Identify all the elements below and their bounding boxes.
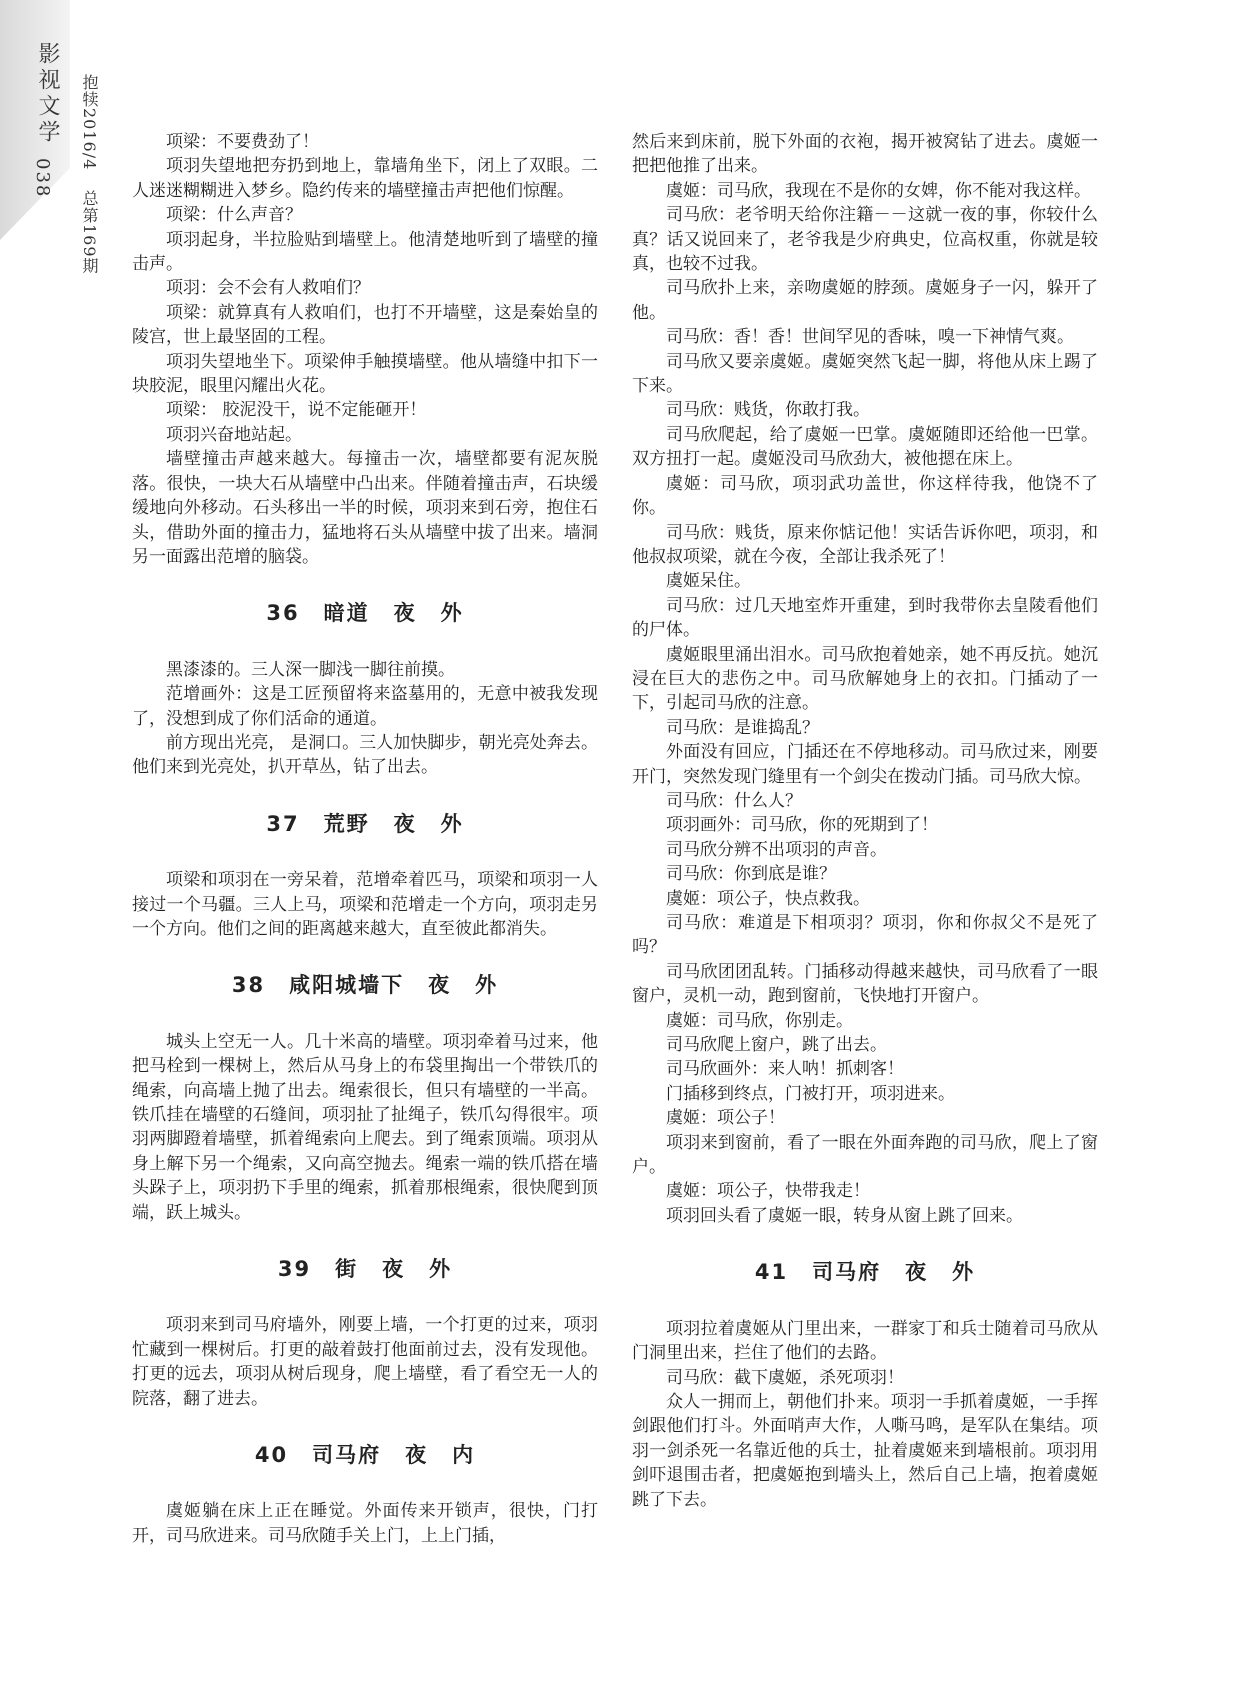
scene-time: 夜 — [382, 1257, 406, 1282]
scene-interior-exterior: 内 — [452, 1443, 476, 1468]
scene-time: 夜 — [405, 1443, 429, 1468]
paragraph: 司马欣：贱货，你敢打我。 — [666, 400, 870, 421]
paragraph: 门插移到终点，门被打开，项羽进来。 — [666, 1083, 955, 1104]
paragraph: 司马欣：什么人？ — [666, 790, 802, 811]
paragraph: 司马欣分辨不出项羽的声音。 — [666, 839, 887, 860]
issue-info — [78, 74, 101, 289]
scene-place: 咸阳城墙下 — [289, 973, 405, 998]
paragraph: 虞姬：项公子，快点救我。 — [666, 888, 870, 909]
paragraph: 项梁：不要费劲了！ — [166, 132, 319, 152]
scene-interior-exterior: 外 — [440, 811, 464, 836]
paragraph: 项羽：会不会有人救咱们？ — [166, 278, 370, 299]
scene-interior-exterior: 外 — [440, 601, 464, 626]
paragraph: 司马欣：是谁捣乱？ — [666, 717, 819, 738]
paragraph: 前方现出光亮， 是洞口。三人加快脚步，朝光亮处奔去。他们来到光亮处，扒开草丛，钻了出去。 — [132, 732, 598, 778]
page-number: 038 — [32, 158, 53, 199]
scene-interior-exterior: 外 — [952, 1260, 976, 1285]
scene-time: 夜 — [905, 1260, 929, 1285]
paragraph: 黑漆漆的。三人深一脚浅一脚往前摸。 — [166, 659, 455, 680]
paragraph: 司马欣团团乱转。门插移动得越来越快，司马欣看了一眼窗户，灵机一动，跑到窗前，飞快地打开窗户。 — [632, 961, 1098, 1007]
scene-place: 司马府 — [812, 1260, 882, 1285]
paragraph: 项羽失望地把夯扔到地上，靠墙角坐下，闭上了双眼。二人迷迷糊糊进入梦乡。隐约传来的墙壁撞击声把他们惊醒。 — [132, 156, 598, 201]
paragraph: 项梁：什么声音？ — [166, 205, 302, 226]
scene-heading-41 — [632, 1260, 1098, 1284]
scene-number: 37 — [266, 811, 300, 836]
scene-time: 夜 — [393, 601, 417, 626]
scene-heading-36 — [132, 601, 598, 625]
paragraph: 司马欣爬起，给了虞姬一巴掌。虞姬随即还给他一巴掌。双方扭打一起。虞姬没司马欣劲大，被他摁在床上。 — [632, 424, 1098, 470]
scene-interior-exterior: 外 — [475, 973, 499, 998]
paragraph: 项羽来到司马府墙外，刚要上墙，一个打更的过来，项羽忙藏到一棵树后。打更的敲着鼓打他面前过去，没有发现他。打更的远去，项羽从树后现身，爬上墙壁，看了看空无一人的院落，翻了进去。 — [132, 1315, 598, 1409]
scene-number: 40 — [254, 1443, 289, 1468]
paragraph: 虞姬眼里涌出泪水。司马欣抱着她亲，她不再反抗。她沉浸在巨大的悲伤之中。司马欣解她身上的衣扣。门插动了一下，引起司马欣的注意。 — [632, 644, 1098, 714]
left-column — [132, 130, 598, 1548]
total-issue-label: 总第169期 — [80, 190, 99, 275]
scene-place: 荒野 — [323, 811, 370, 836]
paragraph: 项梁和项羽在一旁呆着，范增牵着匹马，项梁和项羽一人接过一个马疆。三人上马，项梁和范增走一个方向，项羽走另一个方向。他们之间的距离越来越大，直至彼此都消失。 — [132, 870, 598, 939]
scene-time: 夜 — [393, 811, 417, 836]
scene-heading-38 — [132, 973, 598, 997]
paragraph: 项梁： 胶泥没干，说不定能砸开！ — [166, 400, 427, 421]
paragraph: 项羽画外：司马欣，你的死期到了！ — [666, 815, 938, 836]
paragraph: 虞姬：项公子！ — [666, 1108, 785, 1129]
paragraph: 司马欣画外：来人呐！抓刺客！ — [666, 1059, 904, 1080]
paragraph: 项羽兴奋地站起。 — [166, 424, 302, 445]
paragraph: 虞姬躺在床上正在睡觉。外面传来开锁声，很快，门打开，司马欣进来。司马欣随手关上门，上上门插， — [132, 1501, 598, 1546]
scene-number: 38 — [231, 973, 266, 998]
issue-label: 抱犊2016/4 — [80, 74, 99, 171]
paragraph: 项羽拉着虞姬从门里出来，一群家丁和兵士随着司马欣从门洞里出来，拦住了他们的去路。 — [632, 1318, 1098, 1364]
paragraph: 司马欣：你到底是谁？ — [666, 864, 836, 885]
section-title: 影视文学 — [35, 42, 60, 146]
paragraph: 项羽失望地坐下。项梁伸手触摸墙壁。他从墙缝中扣下一块胶泥，眼里闪耀出火花。 — [132, 351, 598, 397]
right-column — [632, 130, 1098, 1512]
scene-heading-39 — [132, 1257, 598, 1281]
paragraph: 城头上空无一人。几十米高的墙壁。项羽牵着马过来，他把马栓到一棵树上，然后从马身上的布袋里掏出一个带铁爪的绳索，向高墙上抛了出去。绳索很长，但只有墙壁的一半高。铁爪挂在墙壁的石缝间，项羽扯了扯绳子，铁爪勾得很牢。项羽两脚蹬着墙壁，抓着绳索向上爬去。到了绳索顶端。项羽从身上解下另一个绳索，又向高空抛去。绳索一端的铁爪搭在墙头跺子上，项羽扔下手里的绳索，抓着那根绳索，很快爬到顶端，跃上城头。 — [132, 1031, 598, 1223]
paragraph: 司马欣扑上来，亲吻虞姬的脖颈。虞姬身子一闪，躲开了他。 — [632, 278, 1098, 323]
scene-place: 街 — [335, 1257, 359, 1282]
scene-interior-exterior: 外 — [429, 1257, 453, 1282]
scene-heading-40 — [132, 1443, 598, 1467]
scene-place: 司马府 — [312, 1443, 382, 1468]
scene-time: 夜 — [428, 973, 452, 998]
scene-heading-37 — [132, 812, 598, 836]
paragraph: 然后来到床前，脱下外面的衣袍，揭开被窝钻了进去。虞姬一把把他推了出来。 — [632, 132, 1098, 177]
paragraph: 司马欣：香！香！世间罕见的香味，嗅一下神情气爽。 — [666, 327, 1074, 348]
scene-number: 41 — [754, 1260, 789, 1285]
paragraph: 虞姬：司马欣，项羽武功盖世，你这样待我，他饶不了你。 — [632, 473, 1098, 519]
scene-number: 36 — [266, 601, 300, 626]
paragraph: 司马欣：老爷明天给你注籍－－这就一夜的事，你较什么真？话又说回来了，老爷我是少府典史，位高权重，你就是较真，也较不过我。 — [632, 205, 1098, 275]
scene-number: 39 — [277, 1257, 312, 1282]
paragraph: 司马欣：贱货，原来你惦记他！实话告诉你吧，项羽，和他叔叔项梁，就在今夜，全部让我杀死了！ — [632, 522, 1098, 567]
scene-place: 暗道 — [323, 601, 370, 626]
paragraph: 司马欣：过几天地室炸开重建，到时我带你去皇陵看他们的尸体。 — [632, 595, 1098, 641]
paragraph: 虞姬：项公子，快带我走！ — [666, 1181, 870, 1202]
paragraph: 虞姬：司马欣，我现在不是你的女婢，你不能对我这样。 — [666, 180, 1091, 201]
paragraph: 司马欣：截下虞姬，杀死项羽！ — [666, 1367, 904, 1388]
paragraph: 项羽来到窗前，看了一眼在外面奔跑的司马欣，爬上了窗户。 — [632, 1132, 1098, 1178]
paragraph: 司马欣爬上窗户，跳了出去。 — [666, 1035, 887, 1056]
paragraph: 虞姬：司马欣，你别走。 — [666, 1010, 853, 1031]
paragraph: 司马欣又要亲虞姬。虞姬突然飞起一脚，将他从床上踢了下来。 — [632, 351, 1098, 397]
paragraph: 项羽起身，半拉脸贴到墙壁上。他清楚地听到了墙壁的撞击声。 — [132, 229, 598, 275]
paragraph: 项梁：就算真有人救咱们，也打不开墙壁，这是秦始皇的陵宫，世上最坚固的工程。 — [132, 302, 598, 348]
paragraph: 众人一拥而上，朝他们扑来。项羽一手抓着虞姬，一手挥剑跟他们打斗。外面哨声大作，人嘶马鸣，是军队在集结。项羽一剑杀死一名靠近他的兵士，扯着虞姬来到墙根前。项羽用剑吓退围击者，把虞姬抱到墙头上，然后自己上墙，抱着虞姬跳了下去。 — [632, 1391, 1098, 1510]
paragraph: 墙壁撞击声越来越大。每撞击一次，墙壁都要有泥灰脱落。很快，一块大石从墙壁中凸出来。伴随着撞击声，石块缓缓地向外移动。石头移出一半的时候，项羽来到石旁，抱住石头，借助外面的撞击力，猛地将石头从墙壁中拔了出来。墙洞另一面露出范增的脑袋。 — [132, 449, 598, 567]
paragraph: 司马欣：难道是下相项羽？项羽，你和你叔父不是死了吗？ — [632, 913, 1098, 958]
paragraph: 外面没有回应，门插还在不停地移动。司马欣过来，刚要开门，突然发现门缝里有一个剑尖在拨动门插。司马欣大惊。 — [632, 742, 1098, 787]
paragraph: 项羽回头看了虞姬一眼，转身从窗上跳了回来。 — [666, 1205, 1023, 1226]
paragraph: 虞姬呆住。 — [666, 571, 751, 592]
paragraph: 范增画外：这是工匠预留将来盗墓用的，无意中被我发现了，没想到成了你们活命的通道。 — [132, 684, 598, 729]
